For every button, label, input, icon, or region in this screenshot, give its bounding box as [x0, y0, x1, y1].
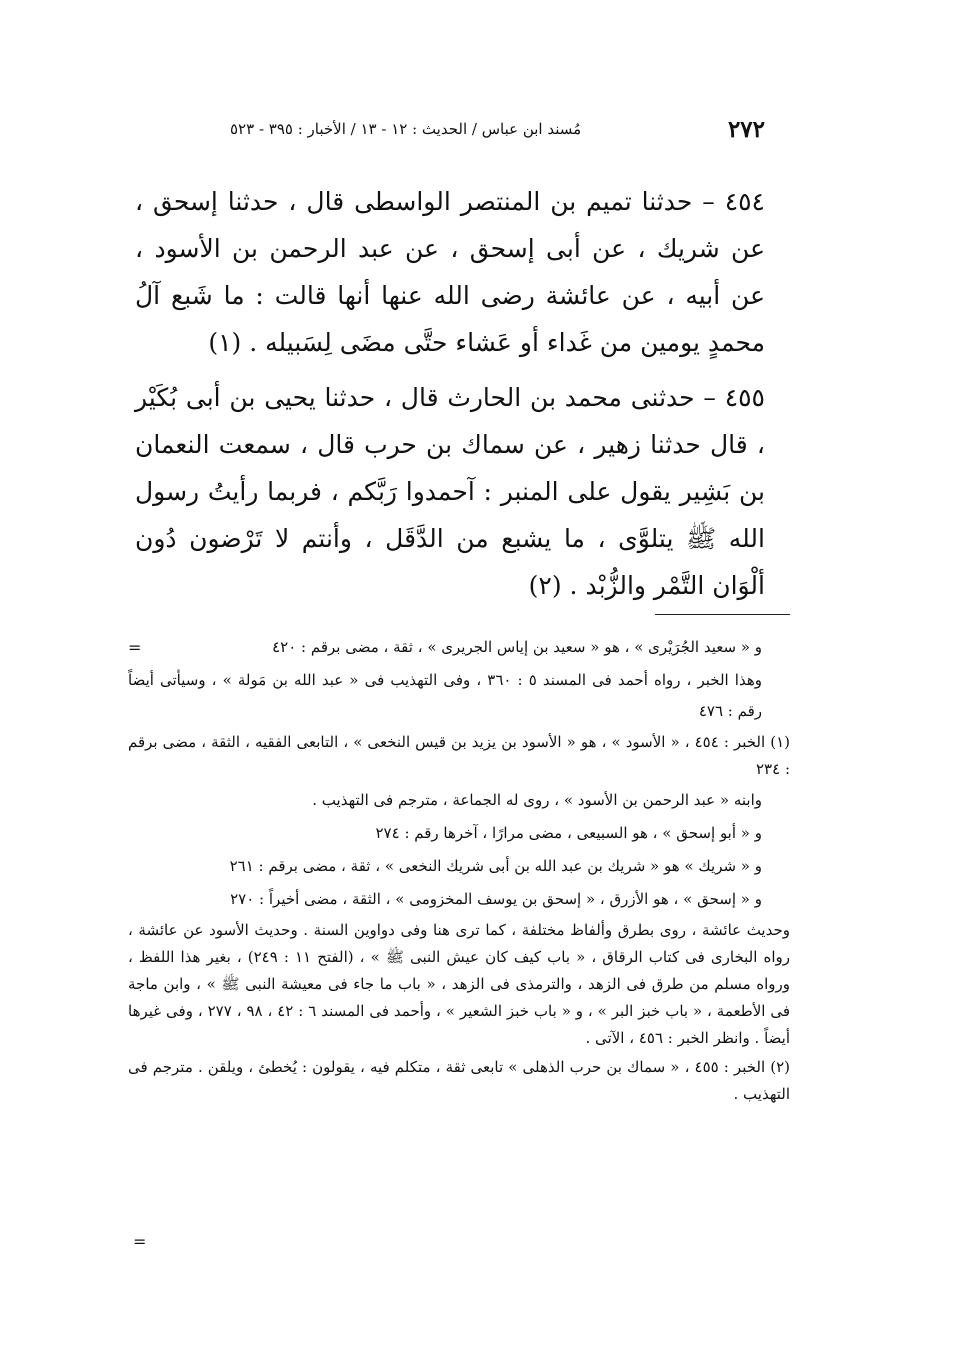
footnote-text: وابنه « عبد الرحمن بن الأسود » ، روى له الجماعة ، مترجم فى التهذيب .	[312, 791, 762, 809]
footnote-1: (١) الخبر : ٤٥٤ ، « الأسود » ، هو « الأسود بن يزيد بن قيس النخعى » ، التابعى الفقيه ، الثقة ، مضى برقم : ٢٣٤	[128, 733, 790, 778]
page-number: ٢٧٢	[727, 115, 765, 143]
main-text	[135, 178, 765, 617]
footnote-separator	[655, 614, 790, 615]
footnote-text: وهذا الخبر ، رواه أحمد فى المسند ٥ : ٣٦٠ ، وفى التهذيب فى « عبد الله بن مَولة » ، وسيأتى أيضاً رقم : ٤٧٦	[128, 671, 762, 720]
footnote-text: و « أبو إسحق » ، هو السبيعى ، مضى مرارًا ، آخرها رقم : ٢٧٤	[375, 824, 762, 842]
running-title: مُسند ابن عباس / الحديث : ١٢ - ١٣ / الأخبار : ٣٩٥ - ٥٢٣	[230, 120, 582, 138]
footnote-text: وحديث عائشة ، روى بطرق وألفاظ مختلفة ، كما ترى هنا وفى دواوين السنة . وحديث الأسود عن عائشة ، رواه البخارى فى كتاب الرقاق ، « باب كيف كان عيش النبى ﷺ » ، (الفتح ١١ : ٢٤٩) ، بغير هذا اللفظ ، ورواه مسلم من طرق فى الزهد ، والترمذى فى الزهد ، « باب ما جاء فى معيشة النبى ﷺ » ، وابن ماجة فى الأطعمة ، « باب خبز البر » ، و « باب خبز الشعير » ، وأحمد فى المسند ٦ : ٤٢ ، ٩٨ ، ٢٧٧ ، وفى غيرها أيضاً . وانظر الخبر : ٤٥٦ ، الآتى .	[128, 921, 790, 1047]
footnote-continuation	[128, 632, 790, 663]
running-header	[230, 112, 765, 146]
footnotes	[128, 632, 790, 1110]
footnote-text: و « إسحق » ، هو الأزرق ، « إسحق بن يوسف المخزومى » ، الثقة ، مضى أخيراً : ٢٧٠	[230, 890, 762, 908]
hadith-454: ٤٥٤ – حدثنا تميم بن المنتصر الواسطى قال ، حدثنا إسحق ، عن شريك ، عن أبى إسحق ، عن عبد الرحمن بن الأسود ، عن أبيه ، عن عائشة رضى الله عنها أنها قالت : ما شَبع آلُ محمدٍ يومين من غَداء أو عَشاء حتَّى مضَى لِسَبيله . (١)	[135, 187, 765, 357]
footnote-text: و « سعيد الجُرَيْرى » ، هو « سعيد بن إياس الجريرى » ، ثقة ، مضى برقم : ٤٢٠	[272, 638, 762, 656]
hadith-455: ٤٥٥ – حدثنى محمد بن الحارث قال ، حدثنا يحيى بن أبى بُكَيْر ، قال حدثنا زهير ، عن سماك بن حرب قال ، سمعت النعمان بن بَشِير يقول على المنبر : آحمدوا رَبَّكم ، فربما رأيتُ رسول الله ﷺ يتلوَّى ، ما يشبع من الدَّقَل ، وأنتم لا تَرْضون دُون ألْوَان التَّمْر والزُّبْد . (٢)	[135, 383, 765, 600]
footnote-2: (٢) الخبر : ٤٥٥ ، « سماك بن حرب الذهلى » تابعى ثقة ، متكلم فيه ، يقولون : يُخطئ ، ويلقن . مترجم فى التهذيب .	[128, 1058, 791, 1103]
continuation-mark-top: =	[128, 638, 142, 657]
continuation-mark-bottom: =	[133, 1232, 147, 1251]
footnote-text: و « شريك » هو « شريك بن عبد الله بن أبى شريك النخعى » ، ثقة ، مضى برقم : ٢٦١	[229, 857, 762, 875]
